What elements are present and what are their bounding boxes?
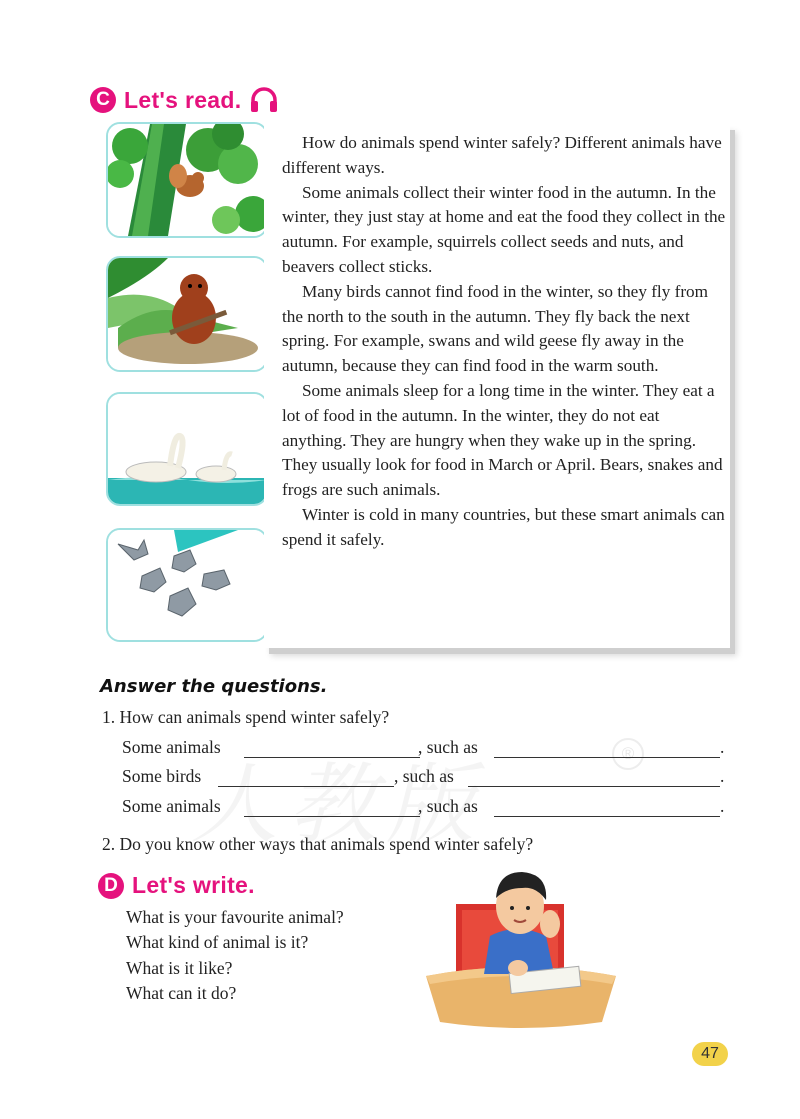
answer-blank[interactable]	[494, 816, 720, 817]
reading-paragraph: Some animals sleep for a long time in the winter. They eat a lot of food in the autumn. In the winter, they do not eat anything. They are hungry when they wake up in the spring. They usually look for food in March or April. Bears, snakes and frogs are such animals.	[282, 380, 723, 500]
answer-row-lead: Some animals	[122, 737, 221, 757]
write-question: What is your favourite animal?	[126, 907, 344, 927]
reading-paragraph: Many birds cannot find food in the winter, so they fly from the north to the south in the autumn. They fly back the next spring. For example, swans and wild geese fly away in the autumn, because they can find food in the warm south.	[282, 281, 709, 376]
answer-blank[interactable]	[244, 757, 420, 758]
reading-paragraph: Some animals collect their winter food in the autumn. In the winter, they just stay at home and eat the food they collect in the autumn. For example, squirrels collect seeds and nuts, and beavers collect sticks.	[282, 182, 726, 276]
answer-row-end: .	[720, 796, 725, 816]
squirrel-illustration	[106, 122, 268, 238]
section-c-badge: C	[90, 87, 116, 113]
answer-blank[interactable]	[494, 757, 720, 758]
answer-blank[interactable]	[218, 786, 394, 787]
answer-blank[interactable]	[468, 786, 720, 787]
birds-illustration	[106, 528, 268, 642]
question-1: 1. How can animals spend winter safely?	[102, 707, 390, 727]
reading-paragraph: How do animals spend winter safely? Different animals have different ways.	[282, 133, 722, 177]
answer-title: Answer the questions.	[100, 676, 328, 697]
answer-row-mid: , such as	[418, 737, 478, 757]
section-d-title: Let's write.	[132, 872, 255, 898]
write-question: What kind of animal is it?	[126, 932, 309, 952]
section-c-title: Let's read.	[124, 86, 242, 113]
write-question: What can it do?	[126, 983, 237, 1003]
answer-blank[interactable]	[244, 816, 420, 817]
answer-row-mid: , such as	[418, 796, 478, 816]
reading-text	[282, 131, 728, 553]
answer-row-end: .	[720, 737, 725, 757]
write-question: What is it like?	[126, 958, 233, 978]
answer-row-end: .	[720, 766, 725, 786]
answer-row-lead: Some birds	[122, 766, 202, 786]
question-2: 2. Do you know other ways that animals spend winter safely?	[102, 834, 534, 854]
answer-row-mid: , such as	[394, 766, 454, 786]
section-d-badge: D	[98, 873, 124, 899]
page-number: 47	[692, 1042, 728, 1066]
headphones-icon[interactable]	[249, 86, 279, 114]
section-c-header	[90, 86, 279, 114]
registered-mark: ®	[612, 738, 644, 770]
boy-writing-illustration	[426, 858, 616, 1028]
reading-paragraph: Winter is cold in many countries, but these smart animals can spend it safely.	[282, 504, 725, 549]
beaver-illustration	[106, 256, 268, 372]
swans-illustration	[106, 392, 268, 506]
section-d-header	[98, 872, 255, 899]
answer-row-lead: Some animals	[122, 796, 221, 816]
